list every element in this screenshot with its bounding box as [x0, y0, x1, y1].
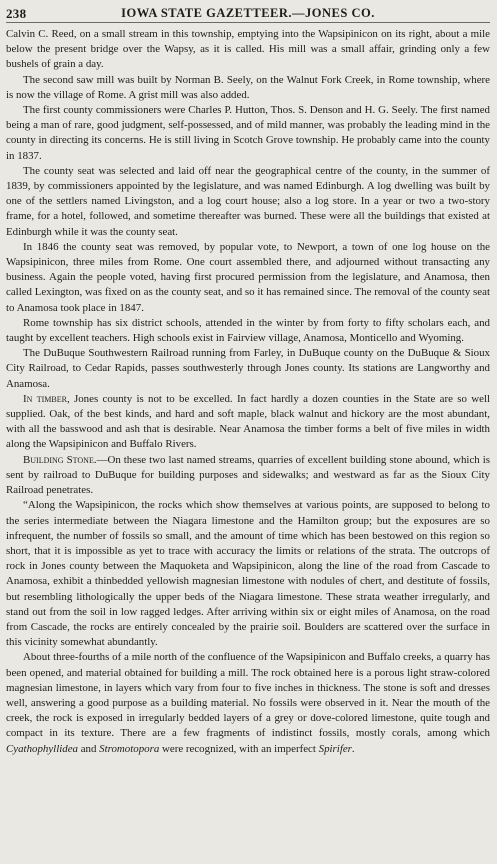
paragraph-county-seat-removal: In 1846 the county seat was removed, by popular vote, to Newport, a town of one log house on the Wapsipinicon, three miles from Rome. One court assembled there, and adjourned without transacting any business. Again the people voted, having first procured permission from the legislature, and Anamosa, then called Lexington, was fixed on as the county seat, and so it has remained since. The removal of the county seat to Anamosa took place in 1847. [6, 240, 490, 314]
running-head: IOWA STATE GAZETTEER.—JONES CO. [121, 6, 375, 20]
quarry-text: About three-fourths of a mile north of the confluence of the Wapsipinicon and Buffalo creeks, a quarry has been opened, and material obtained for building a mill. The rock obtained here is a porous light straw-colored magnesian limestone, in layers which vary from four to five inches in thickness. The stone is soft and dresses well, answering a good purpose as a building material. No fossils were observed in it. Near the mouth of the creek, the rock is exposed in irregularly bedded layers of a grey or dove-colored limestone, quite tough and compact in its texture. There are a few fragments of indistinct fossils, mostly corals, among which [6, 651, 490, 740]
paragraph-building-stone [6, 453, 490, 499]
paragraph-county-seat-edinburgh: The county seat was selected and laid off near the geographical centre of the county, in the summer of 1839, by commissioners appointed by the legislature, and was named Edinburgh. A log dwelling was built by one of the settlers named Livingston, and a log court house; also a log store. In a year or two a two-story frame, for a hotel, followed, and sometime thereafter was burned. These were all the buildings that existed at Edinburgh while it was the county seat. [6, 164, 490, 238]
quarry-text-tail: were recognized, with an imperfect [159, 742, 319, 755]
body-text [6, 27, 490, 757]
fossil-name-stromotopora: Stromotopora [99, 742, 160, 755]
paragraph-second-saw-mill: The second saw mill was built by Norman B. Seely, on the Walnut Fork Creek, in Rome township, where is now the village of Rome. A grist mill was also added. [6, 73, 490, 101]
paragraph-timber [6, 392, 490, 453]
building-stone-heading: Building Stone. [23, 453, 97, 466]
timber-lead: In timber, [23, 392, 70, 405]
paragraph-rome-schools: Rome township has six district schools, attended in the winter by from forty to fifty scholars each, and taught by excellent teachers. High schools exist in Fairview village, Anamosa, Monticello and Wyoming. [6, 316, 490, 345]
fossil-name-cyathophyllidea: Cyathophyllidea [6, 742, 78, 755]
page-header [6, 6, 490, 23]
fossil-name-spirifer: Spirifer [318, 742, 352, 755]
building-stone-text: —On these two last named streams, quarries of excellent building stone abound, which is sent by railroad to DuBuque for building purposes and sidewalks; and westward as far as the Sioux City Railroad penetrates. [6, 453, 491, 497]
paragraph-railroad: The DuBuque Southwestern Railroad running from Farley, in DuBuque county on the DuBuque & Sioux City Railroad, to Cedar Rapids, passes southwesterly through Jones county. Its stations are Langworthy and Anamosa. [6, 347, 490, 390]
paragraph-county-commissioners: The first county commissioners were Charles P. Hutton, Thos. S. Denson and H. G. Seely. The first named being a man of rare, good judgment, self-possessed, and of mild manner, was probably the leading mind in the county in directing its concerns. He is still living in Scotch Grove township. He probably came into the county in 1837. [6, 104, 490, 162]
quarry-text-end: . [351, 742, 355, 755]
timber-text: Jones county is not to be excelled. In fact hardly a dozen counties in the State are so well supplied. Oak, of the best kinds, and hard and soft maple, black walnut and hickory are the most abundant, with all the basswood and ash that is desirable. Near Anamosa the timber forms a belt of five miles in width along the Wapsipinicon and Buffalo Rivers. [6, 392, 490, 451]
paragraph-reed-mill: Calvin C. Reed, on a small stream in this township, emptying into the Wapsipinicon on its right, about a mile below the present bridge over the Wapsy, as it is called. His mill was a small affair, grinding only a few bushels of grain a day. [6, 28, 490, 71]
quarry-text-mid: and [78, 742, 100, 755]
paragraph-quarry [6, 650, 490, 756]
page-number: 238 [6, 6, 27, 21]
paragraph-wapsipinicon-rocks: “Along the Wapsipinicon, the rocks which show themselves at various points, are supposed to belong to the series intermediate between the Niagara limestone and the Hamilton group; but the exposures are so infrequent, the number of fossils so small, and the amount of time which has been bestowed on this region so short, that it is impossible as yet to trace with accuracy the limits or relations of the strata. The outcrops of rock in Jones county between the Maquoketa and Wapsipinicon, along the line of the road from Cascade to Anamosa, exhibit a thinbedded yellowish magnesian limestone with nodules of chert, and destitute of fossils, but resembling lithologically the upper beds of the Niagara limestone. These strata weather irregularly, and stand out from the soil in low ragged ledges. After arriving within six or eight miles of Anamosa, on the road from Cascade, the rocks are entirely concealed by the prairie soil. Boulders are scattered over the surface in this vicinity somewhat abundantly. [6, 499, 490, 649]
